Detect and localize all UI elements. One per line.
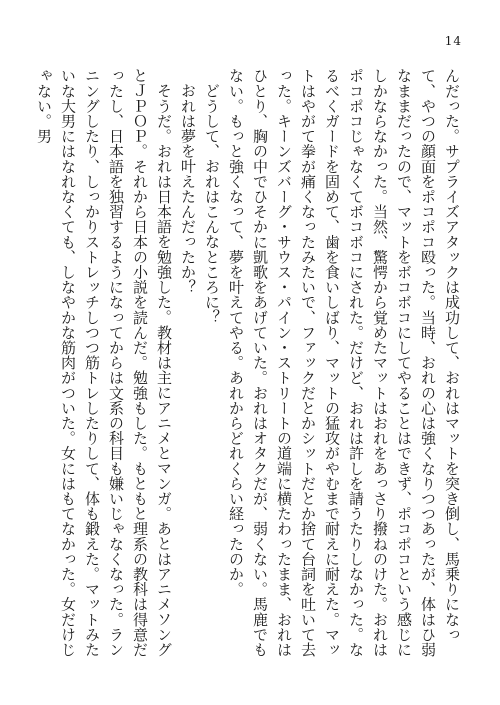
page-number: 14: [444, 34, 462, 48]
paragraph-3: おれは夢を叶えたんだったか？: [179, 83, 197, 295]
paragraph-4: そうだ。おれは日本語を勉強した。教材は主にアニメとマンガ。あとはアニメソングとＪＰＯＰ。それから日本の小説を読んだ。勉強もした。もともと理系の教科は得意だったし、日本語を独習するようになってからは文系の科目も嫌いじゃなくなった。ランニングしたり、しっかりストレッチしつつ筋トレしたりして、体も鍛えた。マットみたいな大男にはなれなくても、しなやかな筋肉がついた。女にはもてなかった。女だけじゃない。男: [35, 68, 173, 657]
paragraph-1: んだった。サプライズアタックは成功して、おれはマットを突き倒し、馬乗りになって、やつの顔面をポコポコ殴った。当時、おれの心は強くなりつつあったが、体はひ弱なままだったので、マットをボコボコにしてやることはできず、ポコポコという感じにしかならなかった。当然、驚愕から覚めたマットはおれをあっさり撥ねのけた。おれはポコポコじゃなくてボコボコにされた。だけど、おれは許しを請うたりしなかった。なるべくガードを固めて、歯を食いしばり、マットの猛攻がやむまで耐えに耐えた。マットはやがて拳が痛くなったみたいで、ファックだとかシットだとか捨て台詞を吐いて去った。キーンズバーグ・サウス・パイン・ストリートの道端に横たわったまま、おれはひとり、胸の中でひそかに凱歌をあげていた。おれはオタクだが、弱くない。馬鹿でもない。もっと強くなって、夢を叶えてやる。あれからどれくらい経ったのか。: [227, 68, 461, 657]
body-text: [34, 68, 464, 668]
paragraph-2: どうして、おれはこんなところに？: [203, 83, 221, 325]
